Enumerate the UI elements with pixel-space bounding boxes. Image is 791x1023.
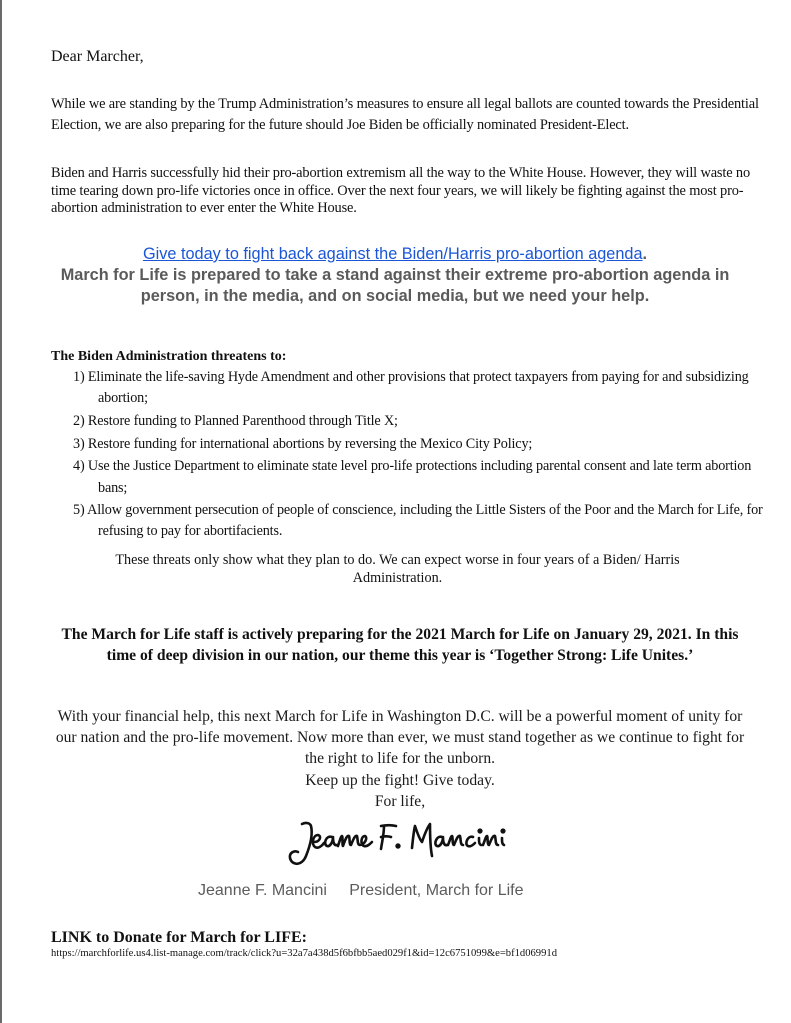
march-announcement: The March for Life staff is actively preparing for the 2021 March for Life on January 29, 2021. In this time of deep division in our nation, our theme this year is ‘Together Strong: Life Unites.’ (61, 626, 739, 664)
donate-heading: LINK to Donate for March for LIFE: (51, 929, 307, 946)
signatory-title: President, March for Life (349, 882, 524, 899)
threat-item: 5) Allow government persecution of people of conscience, including the Little Sisters of the Poor and the March for Life, for refusing to pay for abortifacients. (73, 502, 763, 540)
page-left-border (0, 0, 2, 1023)
warning-paragraph: Biden and Harris successfully hid their pro-abortion extremism all the way to the White House. However, they will waste no time tearing down pro-life victories once in office. Over the next four years, we will likely be fighting against the most pro-abortion administration to ever enter the White House. (51, 165, 751, 216)
threat-item: 3) Restore funding for international abortions by reversing the Mexico City Policy; (73, 435, 533, 452)
give-today-link[interactable]: Give today to fight back against the Biden/Harris pro-abortion agenda (142, 245, 643, 263)
signature-icon (280, 812, 520, 872)
letter-greeting: Dear Marcher, (51, 48, 144, 65)
closing-paragraph: With your financial help, this next March for Life in Washington D.C. will be a powerful moment of unity for our nation and the pro-life movement. Now more than ever, we must stand together as we continue to fight for the right to life for the unborn. (55, 708, 745, 768)
threats-heading: The Biden Administration threatens to: (51, 349, 287, 364)
signatory-line (198, 881, 524, 901)
call-to-action: Keep up the fight! Give today. (305, 771, 495, 789)
threat-item: 2) Restore funding to Planned Parenthood through Title X; (73, 412, 398, 429)
threats-note: These threats only show what they plan to do. We can expect worse in four years of a Biden/ Harris Administration. (115, 552, 680, 586)
callout-body: March for Life is prepared to take a stand against their extreme pro-abortion agenda in person, in the media, and on social media, but we need your help. (60, 266, 730, 305)
threats-list (73, 367, 763, 544)
callout-link-suffix: . (642, 245, 648, 263)
threat-item: 4) Use the Justice Department to eliminate state level pro-life protections including parental consent and late term abortion bans; (73, 458, 752, 496)
signatory-name: Jeanne F. Mancini (198, 882, 327, 899)
handwritten-signature (280, 812, 520, 872)
closing-block (50, 706, 750, 812)
intro-paragraph: While we are standing by the Trump Administration’s measures to ensure all legal ballots are counted towards the Presidential Election, we are also preparing for the future should Joe Biden be officially nominated President-Elect. (51, 96, 759, 133)
donate-link[interactable]: https://marchforlife.us4.list-manage.com/track/click?u=32a7a438d5f6bfbb5aed029f1&id=12c6751099&e=bf1d06991d (51, 948, 557, 959)
threat-item: 1) Eliminate the life-saving Hyde Amendment and other provisions that protect taxpayers from paying for and subsidizing abortion; (73, 369, 749, 407)
donation-callout (60, 244, 730, 307)
sign-off: For life, (374, 792, 426, 810)
